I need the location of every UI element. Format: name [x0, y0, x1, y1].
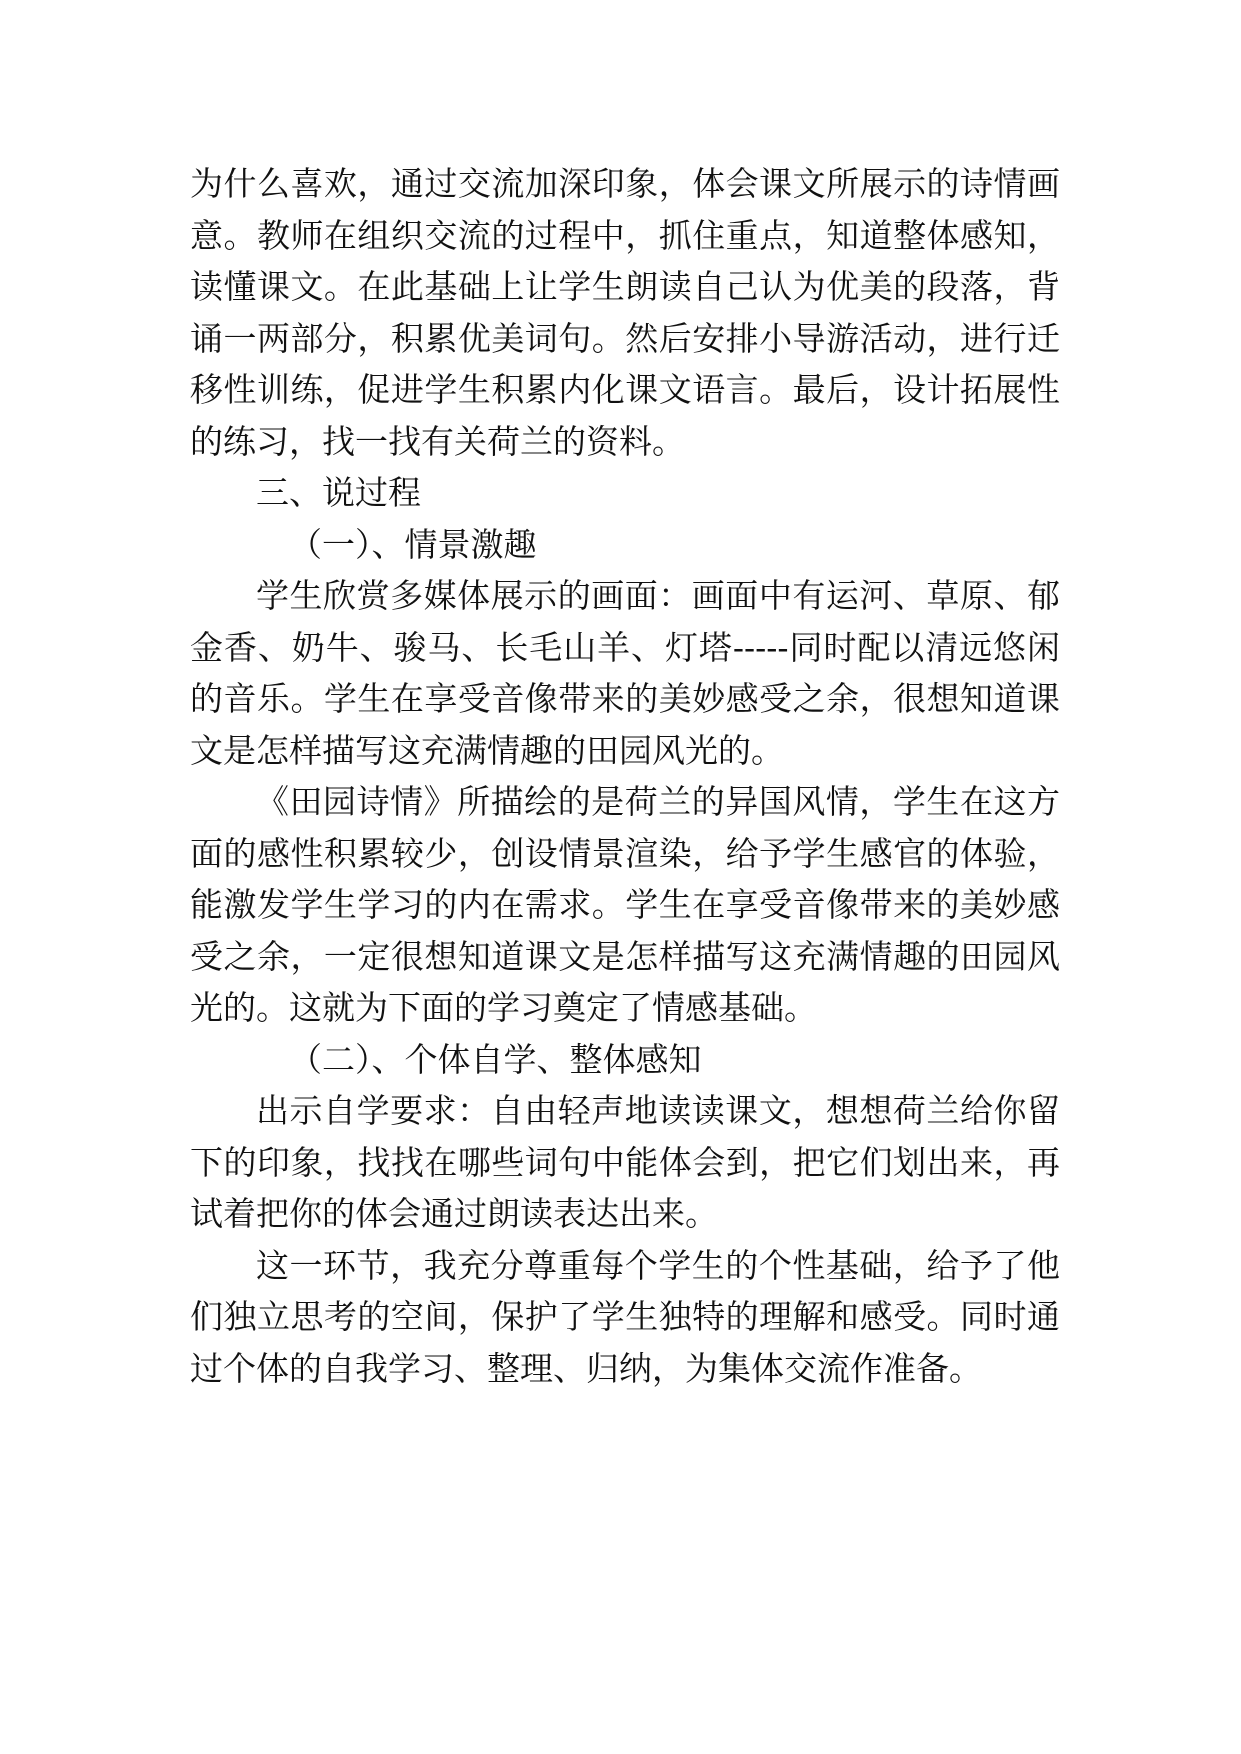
- paragraph-self-study-reflection: 这一环节，我充分尊重每个学生的个性基础，给予了他们独立思考的空间，保护了学生独特的理解和感受。同时通过个体的自我学习、整理、归纳，为集体交流作准备。: [190, 1245, 1060, 1388]
- subsection-heading-self-study: （二）、个体自学、整体感知: [289, 1039, 702, 1079]
- paragraph-multimedia: 学生欣赏多媒体展示的画面：画面中有运河、草原、郁金香、奶牛、骏马、长毛山羊、灯塔-----同时配以清远悠闲的音乐。学生在享受音像带来的美妙感受之余，很想知道课文是怎样描写这充满情趣的田园风光的。: [190, 576, 1060, 770]
- paragraph-continuation: 为什么喜欢，通过交流加深印象，体会课文所展示的诗情画意。教师在组织交流的过程中，抓住重点，知道整体感知，读懂课文。在此基础上让学生朗读自己认为优美的段落，背诵一两部分，积累优美词句。然后安排小导游活动，进行迁移性训练，促进学生积累内化课文语言。最后，设计拓展性的练习，找一找有关荷兰的资料。: [190, 164, 1060, 461]
- document-body: [190, 158, 1060, 1394]
- paragraph-self-study-requirements: 出示自学要求：自由轻声地读读课文，想想荷兰给你留下的印象，找找在哪些词句中能体会到，把它们划出来，再试着把你的体会通过朗读表达出来。: [190, 1091, 1060, 1233]
- paragraph-poem-scene: 《田园诗情》所描绘的是荷兰的异国风情，学生在这方面的感性积累较少，创设情景渲染，给予学生感官的体验，能激发学生学习的内在需求。学生在享受音像带来的美妙感受之余，一定很想知道课文是怎样描写这充满情趣的田园风光的。这就为下面的学习奠定了情感基础。: [190, 782, 1060, 1027]
- subsection-heading-scene: （一）、情景激趣: [289, 524, 537, 564]
- section-heading-process: 三、说过程: [256, 473, 421, 512]
